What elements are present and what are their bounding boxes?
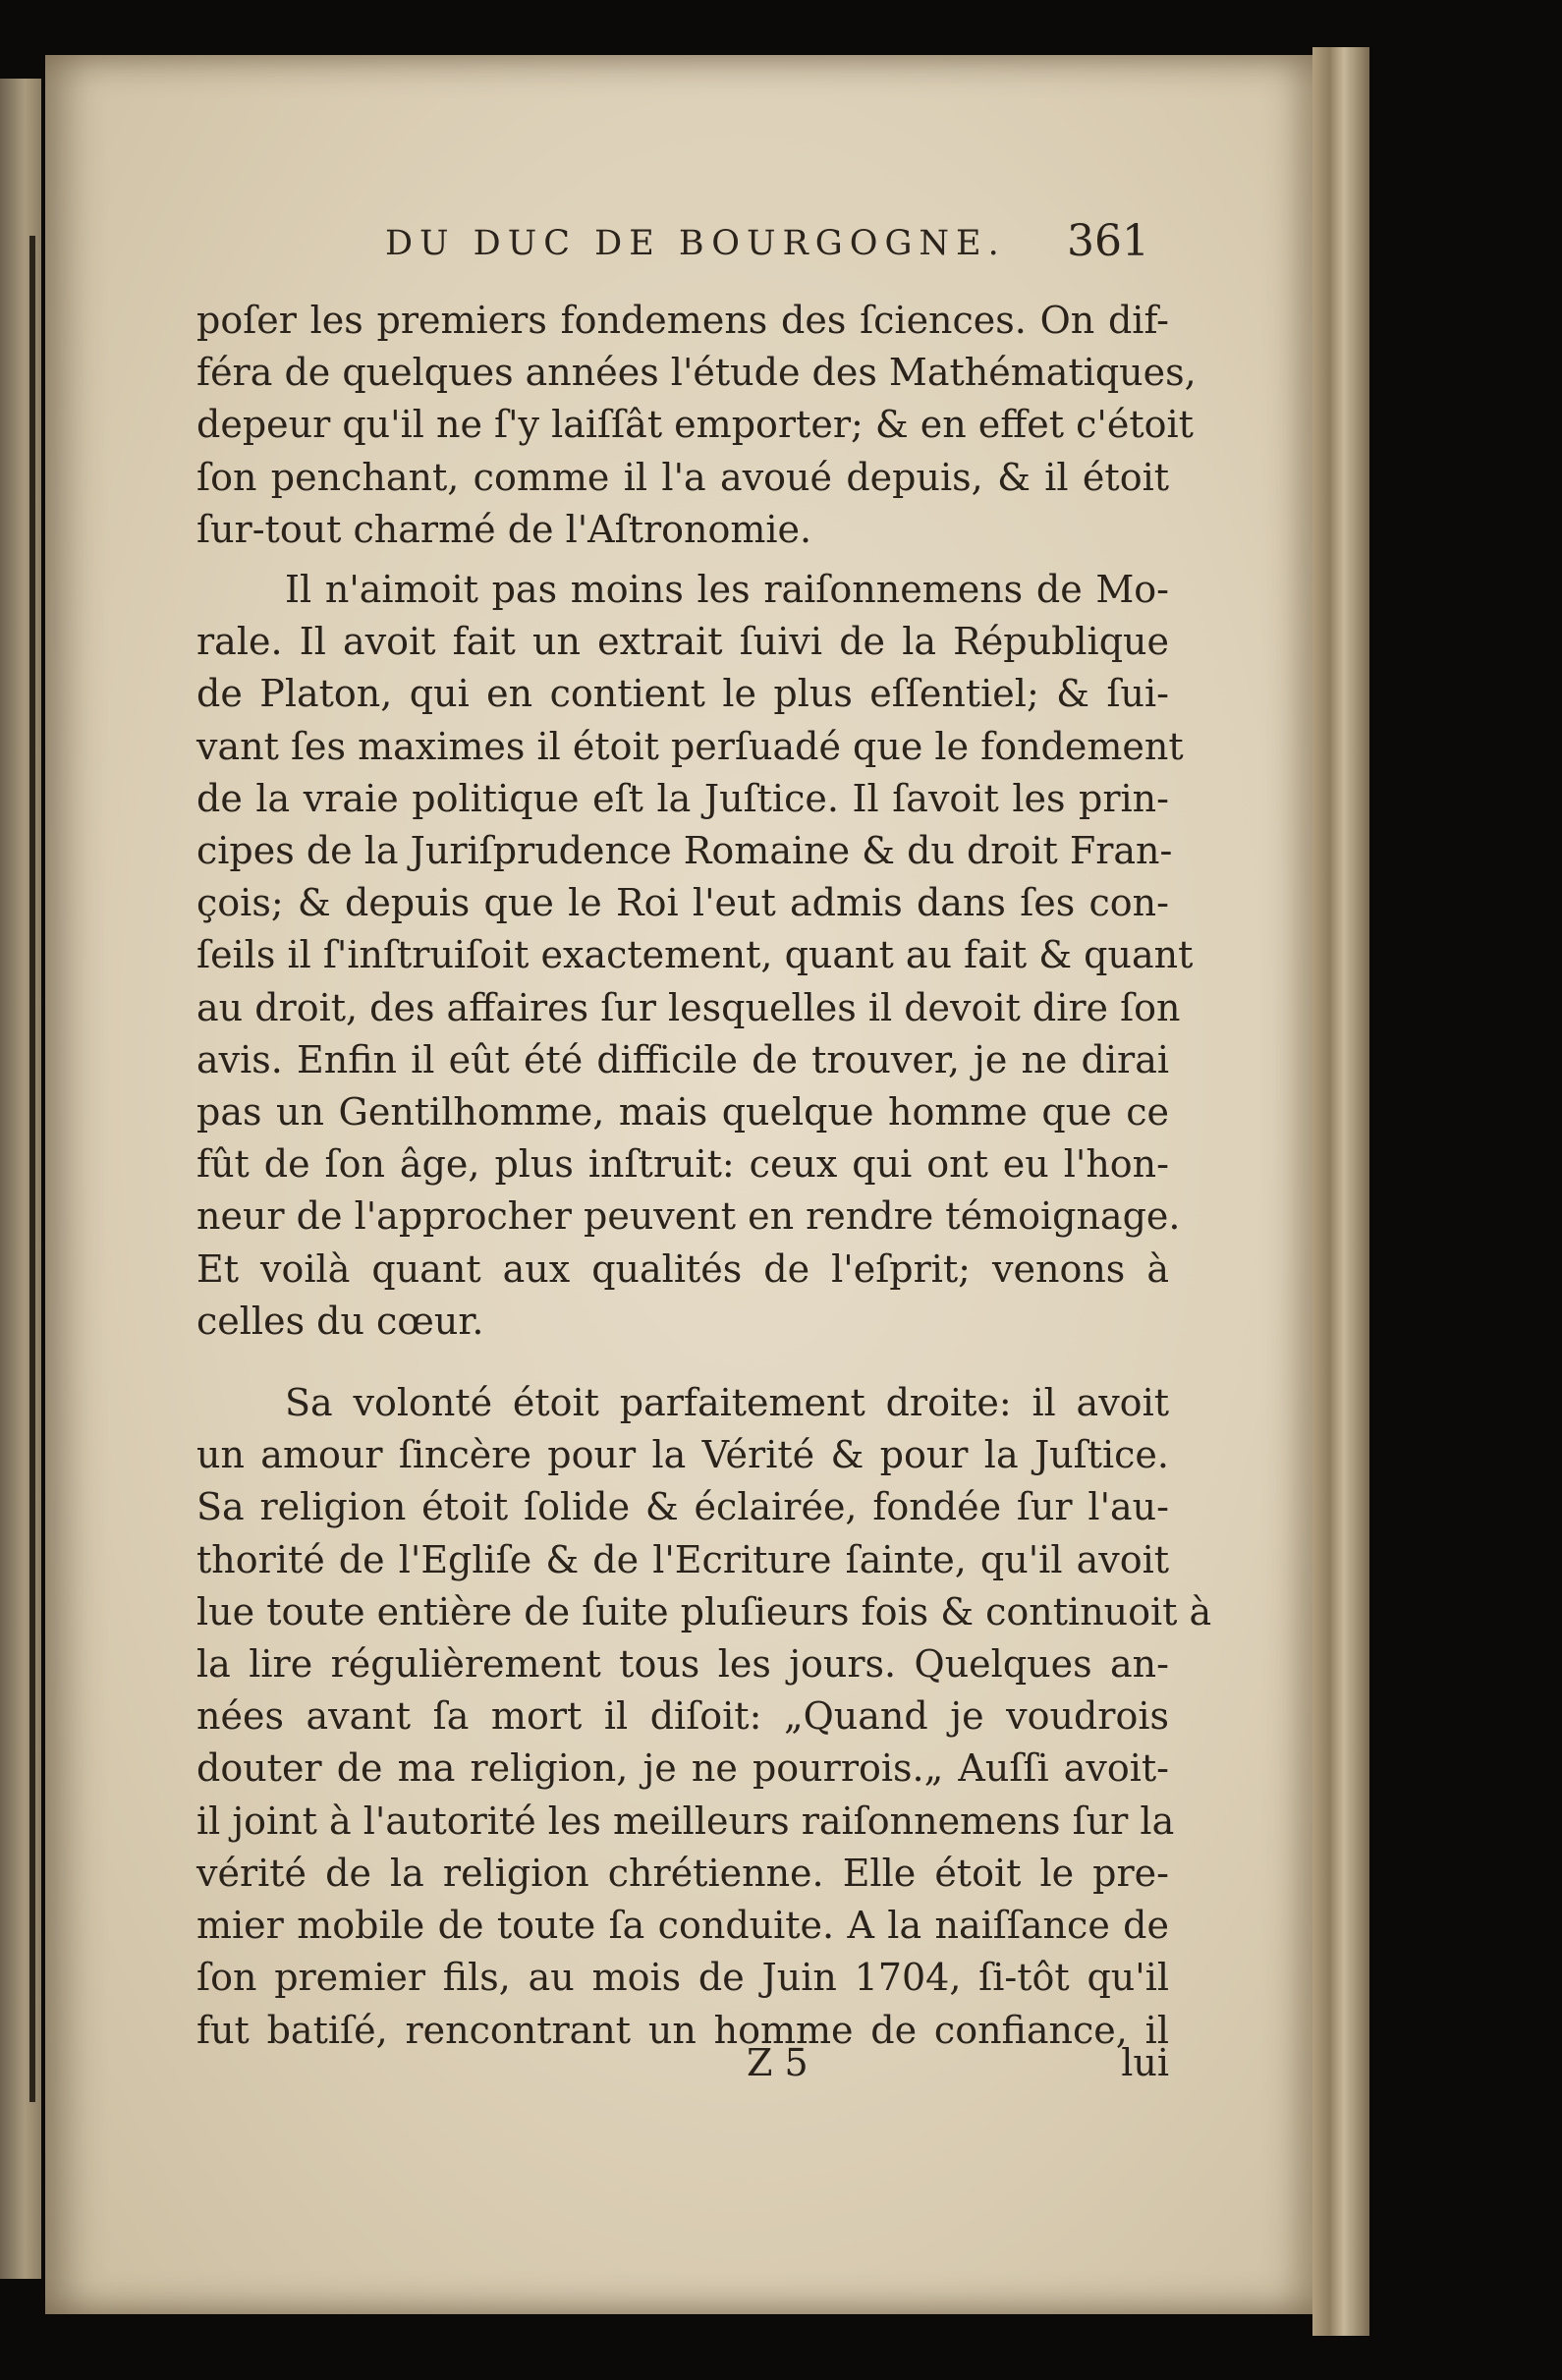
- text-line: depeur qu'il ne ſ'y laiſſât emporter; & en effet c'étoit: [196, 403, 1194, 447]
- signature-mark: Z 5: [747, 2041, 809, 2084]
- catchword: lui: [1121, 2041, 1169, 2084]
- text-line: Sa religion étoit ſolide & éclairée, fondée ſur l'au-: [196, 1485, 1169, 1529]
- text-line: çois; & depuis que le Roi l'eut admis dans ſes con-: [196, 881, 1169, 925]
- text-line: féra de quelques années l'étude des Mathématiques,: [196, 351, 1197, 395]
- text-line: ſeils il ſ'inſtruiſoit exactement, quant au fait & quant: [196, 933, 1194, 977]
- text-line: Il n'aimoit pas moins les raiſonnemens de Mo-: [285, 568, 1169, 612]
- paragraph-1: [196, 295, 1197, 556]
- text-line: neur de l'approcher peuvent en rendre témoignage.: [196, 1194, 1181, 1239]
- text-line: ſon penchant, comme il l'a avoué depuis, & il étoit: [196, 455, 1169, 499]
- text-line: vant ſes maximes il étoit perſuadé que le fondement: [196, 724, 1184, 768]
- body-text: [196, 295, 1212, 2057]
- gutter-shadow: [29, 236, 35, 2102]
- text-line: avis. Enfin il eût été difficile de trouver, je ne dirai: [196, 1037, 1169, 1081]
- text-line: pas un Gentilhomme, mais quelque homme que ce: [196, 1090, 1169, 1135]
- paragraph-gap: [196, 556, 1169, 564]
- text-line: thorité de l'Egliſe & de l'Ecriture ſainte, qu'il avoit: [196, 1537, 1169, 1581]
- text-line: cipes de la Juriſprudence Romaine & du droit Fran-: [196, 829, 1173, 873]
- text-line: vérité de la religion chrétienne. Elle étoit le pre-: [196, 1851, 1169, 1895]
- text-line: de la vraie politique eſt la Juſtice. Il ſavoit les prin-: [196, 776, 1169, 820]
- paragraph-gap: [196, 1348, 1169, 1377]
- text-line: poſer les premiers fondemens des ſciences. On dif-: [196, 299, 1169, 342]
- text-line: un amour ſincère pour la Vérité & pour la Juſtice.: [196, 1433, 1169, 1477]
- text-line: la lire régulièrement tous les jours. Quelques an-: [196, 1642, 1169, 1687]
- page-number: 361: [1067, 216, 1149, 266]
- text-line: celles du cœur.: [196, 1299, 484, 1343]
- page-fore-edge: [1312, 47, 1369, 2336]
- text-line: Sa volonté étoit parfaitement droite: il avoit: [285, 1381, 1169, 1425]
- paragraph-2: [196, 564, 1194, 1348]
- text-line: douter de ma religion, je ne pourrois.„ Auſſi avoit-: [196, 1746, 1169, 1791]
- text-line: mier mobile de toute ſa conduite. A la naiſſance de: [196, 1904, 1169, 1948]
- text-line: ſur-tout charmé de l'Aſtronomie.: [196, 507, 812, 551]
- text-line: nées avant ſa mort il diſoit: „Quand je voudrois: [196, 1694, 1169, 1739]
- paragraph-3: [196, 1377, 1212, 2057]
- text-line: rale. Il avoit fait un extrait ſuivi de la République: [196, 620, 1169, 664]
- text-line: de Platon, qui en contient le plus eſſentiel; & ſui-: [196, 672, 1169, 716]
- text-line: lue toute entière de ſuite pluſieurs fois & continuoit à: [196, 1589, 1212, 1633]
- text-line: fût de ſon âge, plus inſtruit: ceux qui ont eu l'hon-: [196, 1142, 1169, 1187]
- text-line: ſon premier fils, au mois de Juin 1704, ſi-tôt qu'il: [196, 1956, 1169, 2000]
- text-line: Et voilà quant aux qualités de l'eſprit; venons à: [196, 1246, 1169, 1291]
- catchline: [196, 2041, 1169, 2100]
- running-head: DU DUC DE BOURGOGNE.: [385, 224, 1006, 263]
- text-line: fut batiſé, rencontrant un homme de confiance, il: [196, 2008, 1169, 2052]
- text-line: au droit, des affaires ſur lesquelles il devoit dire ſon: [196, 985, 1181, 1029]
- text-line: il joint à l'autorité les meilleurs raiſonnemens ſur la: [196, 1799, 1175, 1843]
